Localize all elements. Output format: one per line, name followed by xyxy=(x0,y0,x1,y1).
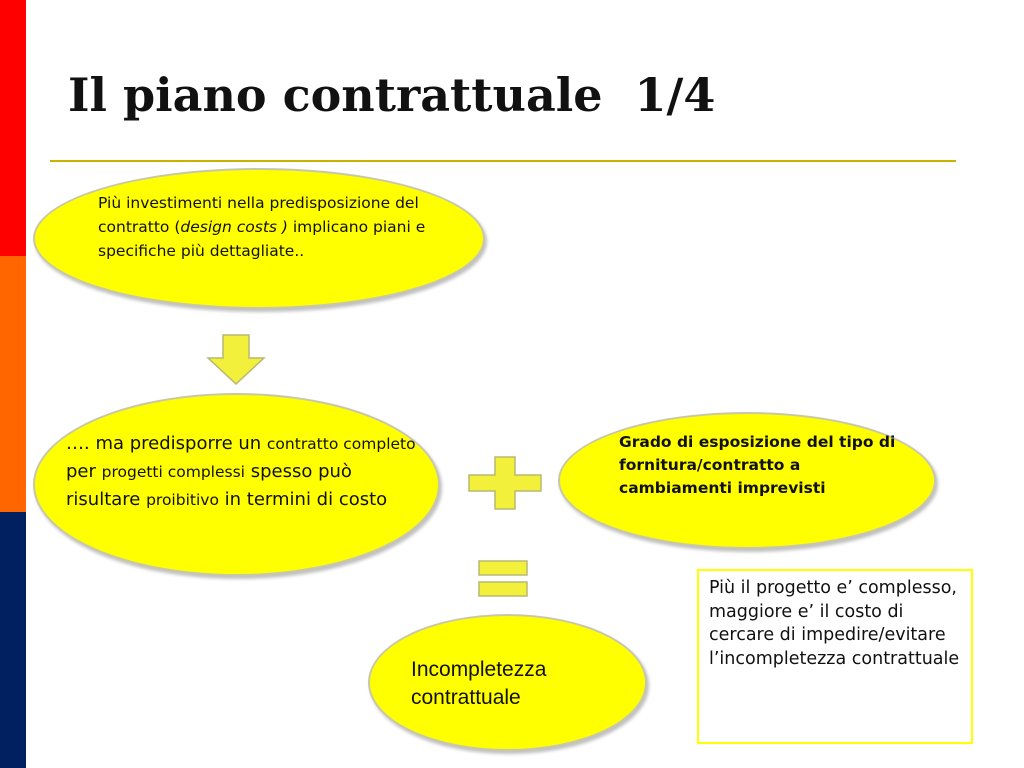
note-box: Più il progetto e’ complesso, maggiore e’ il costo di cercare di impedire/evitare l’incompletezza contrattuale xyxy=(697,569,973,744)
plus-icon xyxy=(468,456,542,510)
equals-icon xyxy=(478,560,528,598)
complete-contract-text-1: …. ma predisporre un xyxy=(66,433,267,454)
complete-contract-text-3: per xyxy=(66,461,102,482)
arrow-down-icon xyxy=(206,334,266,386)
complete-contract-text xyxy=(66,430,426,514)
complete-contract-text-6: proibitivo xyxy=(146,491,219,509)
incompleteness-text: Incompletezza contrattuale xyxy=(411,658,547,709)
design-costs-text-part2: implicano piani e specifiche più dettagliate.. xyxy=(98,218,426,260)
design-costs-italic: design costs ) xyxy=(180,218,288,236)
complete-contract-text-5: spesso può risultare xyxy=(66,461,352,510)
design-costs-text-part1: Più investimenti nella predisposizione del contratto ( xyxy=(98,194,419,236)
title-divider xyxy=(50,160,956,162)
stripe-red xyxy=(0,0,26,256)
slide-title: Il piano contrattuale 1/4 xyxy=(68,68,716,122)
exposure-text: Grado di esposizione del tipo di fornitura/contratto a cambiamenti imprevisti xyxy=(619,433,896,497)
design-costs-text xyxy=(98,191,438,263)
stripe-navy xyxy=(0,512,26,768)
complete-contract-text-2: contratto completo xyxy=(266,435,416,453)
complete-contract-text-4: progetti complessi xyxy=(101,463,245,481)
complete-contract-text-7: in termini di costo xyxy=(218,489,388,510)
stripe-orange xyxy=(0,256,26,512)
